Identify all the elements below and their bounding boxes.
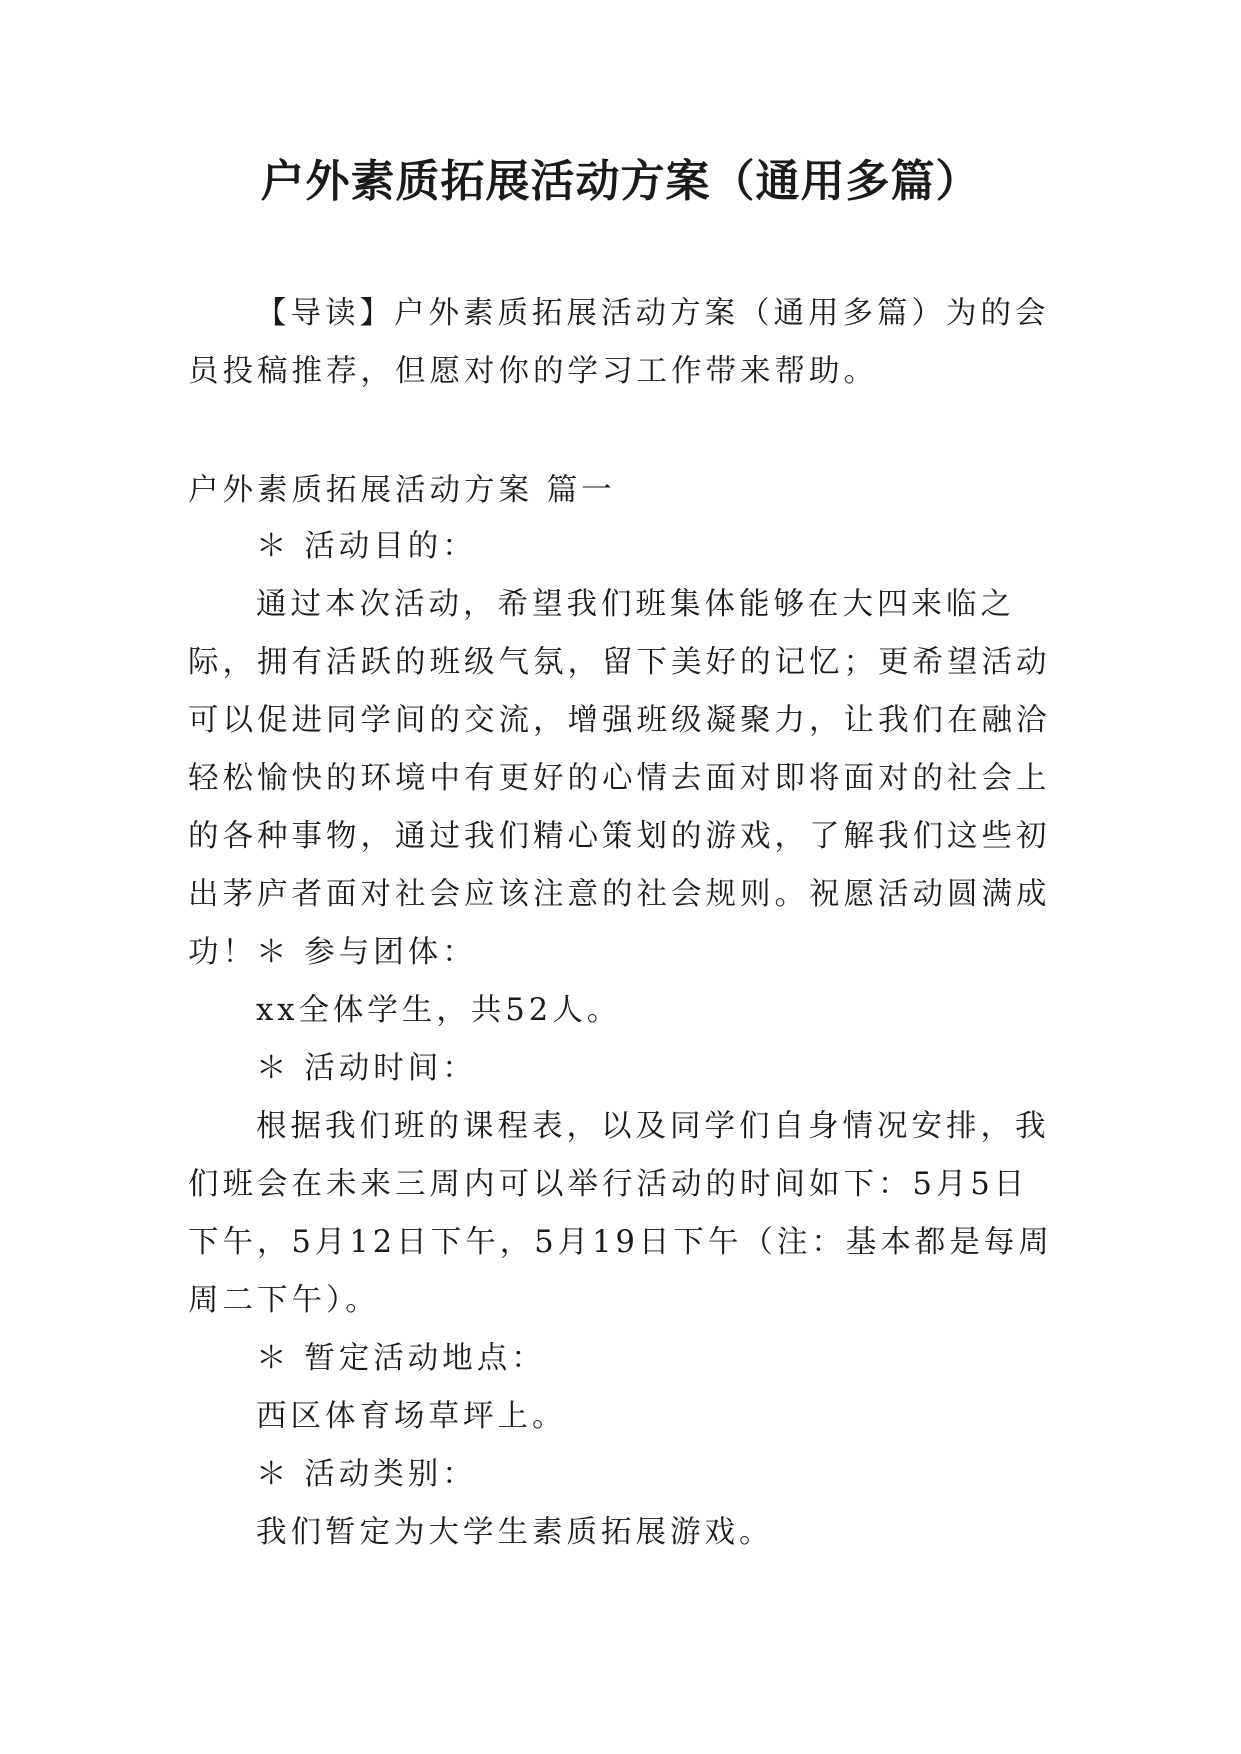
document-title: 户外素质拓展活动方案（通用多篇） (260, 156, 981, 207)
category-paragraph: 我们暂定为大学生素质拓展游戏。 (256, 1515, 774, 1550)
purpose-paragraph: 通过本次活动，希望我们班集体能够在大四来临之际，拥有活跃的班级气氛，留下美好的记忆；更希望活动可以促进同学间的交流，增强班级凝聚力，让我们在融洽轻松愉快的环境中有更好的心情去面对即将面对的社会上的各种事物，通过我们精心策划的游戏，了解我们这些初出茅庐者面对社会应该注意的社会规则。祝愿活动圆满成功！ (188, 587, 1051, 970)
intro-paragraph: 【导读】户外素质拓展活动方案（通用多篇）为的会员投稿推荐，但愿对你的学习工作带来帮助。 (188, 296, 1050, 389)
time-heading: ＊ 活动时间： (256, 1051, 477, 1086)
category-heading: ＊ 活动类别： (256, 1457, 477, 1492)
purpose-heading: ＊ 活动目的： (256, 529, 477, 564)
participants-paragraph: xx全体学生，共52人。 (256, 993, 622, 1028)
location-paragraph: 西区体育场草坪上。 (256, 1399, 567, 1434)
section-heading: 户外素质拓展活动方案 篇一 (188, 473, 616, 508)
time-paragraph: 根据我们班的课程表，以及同学们自身情况安排，我们班会在未来三周内可以举行活动的时间如下：5月5日下午，5月12日下午，5月19日下午（注：基本都是每周周二下午）。 (188, 1109, 1053, 1318)
location-heading: ＊ 暂定活动地点： (256, 1341, 546, 1376)
participants-heading: ＊ 参与团体： (256, 935, 477, 970)
